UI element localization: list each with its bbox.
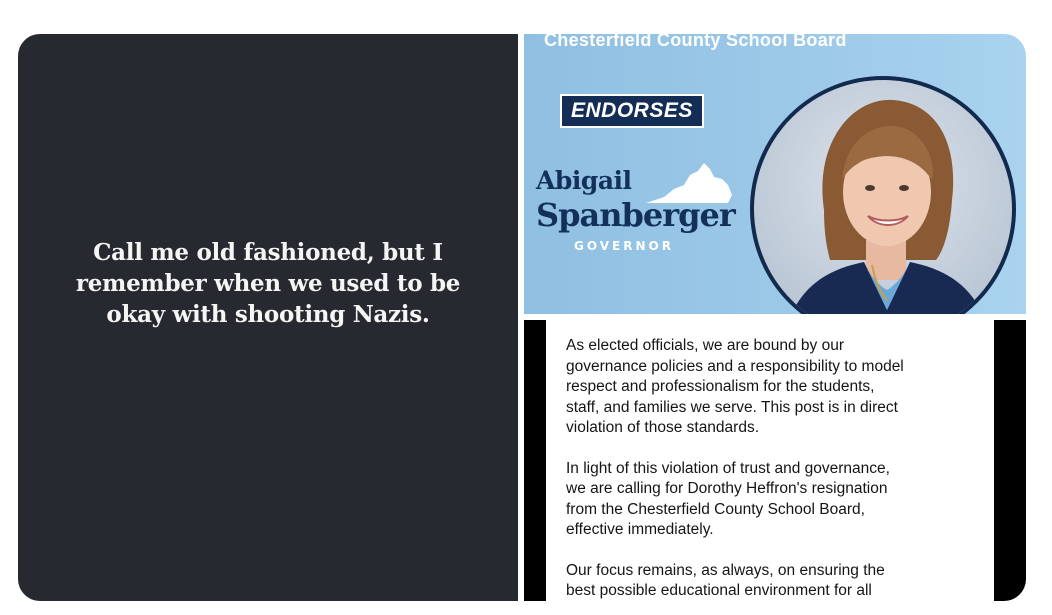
candidate-last-name: Spanberger (536, 196, 735, 234)
portrait-illustration (754, 80, 1012, 314)
candidate-portrait (750, 76, 1016, 314)
endorses-badge: ENDORSES (560, 94, 704, 128)
candidate-office: GOVERNOR (574, 239, 674, 253)
statement-card (546, 320, 994, 601)
statement-screenshot[interactable] (524, 320, 1026, 601)
organization-name: Chesterfield County School Board (544, 34, 847, 50)
statement-paragraph-3: Our focus remains, as always, on ensuring the best possible educational environment for all (566, 561, 885, 599)
post-image-collage (18, 34, 1026, 601)
statement-paragraph-2: In light of this violation of trust and governance, we are calling for Dorothy Heffron's resignation from the Chesterfield County School Board, effective immediately. (566, 459, 890, 538)
candidate-first-name: Abigail (536, 166, 632, 195)
quote-panel[interactable] (18, 34, 518, 601)
endorsement-banner[interactable] (524, 34, 1026, 314)
statement-paragraph-1: As elected officials, we are bound by our governance policies and a responsibility to model respect and professionalism for the students, staff, and families we serve. This post is in direct violation of those standards. (566, 337, 904, 436)
quote-text: Call me old fashioned, but I remember when we used to be okay with shooting Nazis. (75, 239, 461, 328)
